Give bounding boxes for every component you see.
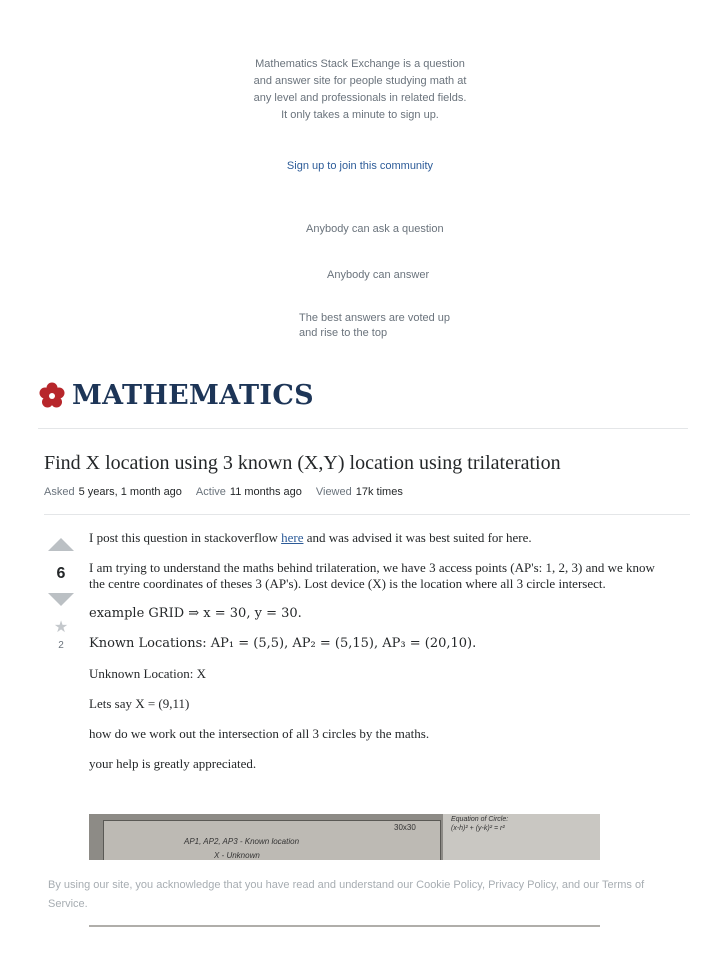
viewed-label: Viewed (315, 486, 352, 498)
downvote-arrow-icon[interactable] (48, 593, 74, 606)
body-text: and was advised it was best suited for here. (303, 530, 532, 545)
body-paragraph: your help is greatly appreciated. (89, 756, 257, 771)
divider (38, 428, 688, 429)
active-label: Active (195, 486, 226, 498)
figure-eq-title: Equation of Circle: (451, 816, 509, 823)
vote-cell (44, 538, 78, 651)
divider (89, 925, 600, 927)
favorite-count: 2 (58, 640, 64, 651)
question-image[interactable] (89, 814, 600, 860)
viewed-value: 17k times (355, 486, 403, 498)
body-paragraph: Known Locations: AP₁ = (5,5), AP₂ = (5,15), AP₃ = (20,10). (89, 636, 477, 651)
body-paragraph: Unknown Location: X (89, 666, 206, 681)
body-paragraph: I am trying to understand the maths behind trilateration, we have 3 access points (AP's: 1, 2, 3) and we know the centre coordinates of theses 3 (AP's). Lost device (X) is the location where all 3 circle intersect. (89, 560, 655, 591)
active-value[interactable]: 11 months ago (229, 486, 302, 498)
upvote-arrow-icon[interactable] (48, 538, 74, 551)
asked-meta (44, 486, 182, 498)
body-paragraph: how do we work out the intersection of all 3 circles by the maths. (89, 726, 430, 741)
feature-answer: Anybody can answer (327, 269, 430, 281)
asked-label: Asked (44, 486, 75, 498)
whiteboard-equation (443, 814, 600, 860)
figure-eq: (x-h)² + (y-k)² = r² (451, 825, 505, 832)
here-link[interactable]: here (281, 530, 304, 545)
figure-note: X - Unknown (214, 851, 260, 860)
figure-note: AP1, AP2, AP3 - Known location (184, 837, 300, 846)
logo-text: MATHEMATICS (72, 380, 314, 411)
site-logo[interactable] (38, 380, 314, 411)
question-title[interactable]: Find X location using 3 known (X,Y) location using trilateration (44, 452, 561, 474)
body-paragraph (89, 530, 659, 546)
signup-blurb: Mathematics Stack Exchange is a question and answer site for people studying math at any level and professionals in related fields. It only takes a minute to sign up. (253, 58, 467, 121)
question-meta (44, 486, 417, 498)
divider (44, 514, 690, 515)
viewed-meta (316, 486, 403, 498)
feature-ask: Anybody can ask a question (306, 223, 444, 235)
body-paragraph: example GRID ⇒ x = 30, y = 30. (89, 606, 302, 621)
whiteboard-grid (103, 820, 441, 860)
cookie-text: By using our site, you acknowledge that you have read and understand our Cookie Policy, Privacy Policy, and our Terms of Service. (48, 879, 645, 910)
star-icon[interactable]: ★ (53, 619, 69, 636)
cookie-banner (0, 866, 720, 922)
feature-vote: The best answers are voted up and rise to the top (299, 312, 451, 339)
figure-tag: 30x30 (394, 823, 416, 832)
question-body (89, 530, 659, 786)
body-text: I post this question in stackoverflow (89, 530, 282, 545)
flower-logo-icon (38, 382, 66, 410)
signup-link[interactable]: Sign up to join this community (286, 160, 434, 172)
body-paragraph: Lets say X = (9,11) (89, 696, 190, 711)
vote-score: 6 (56, 565, 66, 582)
asked-value[interactable]: 5 years, 1 month ago (78, 486, 182, 498)
active-meta (196, 486, 302, 498)
